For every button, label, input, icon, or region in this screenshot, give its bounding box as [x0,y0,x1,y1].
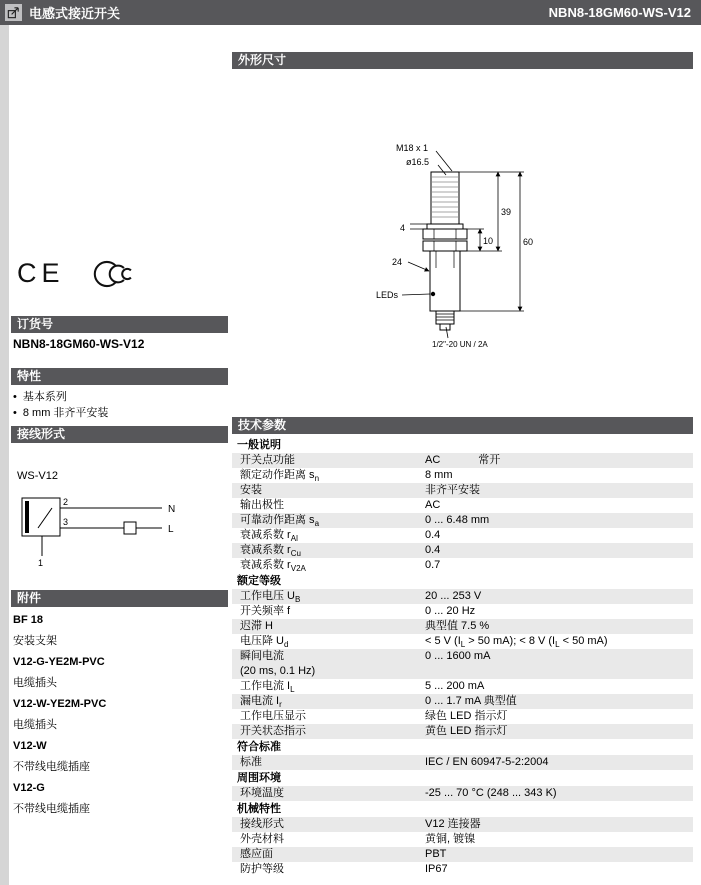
spec-label: 电压降 $U_d$ [240,635,289,650]
terminal-1-label: 1 [38,558,44,568]
connection-section-header: 接线形式 [11,426,228,443]
spec-label: 工作电压 $U_B$ [240,590,301,605]
tech-section-header: 技术参数 [232,417,693,434]
dim-10-label: 10 [483,236,494,246]
spec-label: 衰减系数 $r_{Cu}$ [240,544,301,559]
order-section-header: 订货号 [11,316,228,333]
spec-section-title: 一般说明 [237,439,281,451]
leds-label: LEDs [376,290,399,300]
spec-label: 安装 [240,484,262,496]
spec-row [232,649,693,679]
spec-label: 外壳材料 [240,833,284,845]
spec-value: < 5 V ($I_L > 50$ mA); < 8 V ($I_L < 50$ mA) [425,635,608,650]
spec-value: IEC / EN 60947-5-2:2004 [425,756,549,768]
spec-value: AC [425,499,441,511]
ccc-mark [92,256,144,292]
spec-row [232,724,693,739]
neutral-label: N [168,504,176,515]
dim-diameter-label: ø16.5 [406,157,430,167]
spec-value: IP67 [425,863,448,875]
spec-label: 接线形式 [240,818,284,830]
line-label: L [168,524,174,535]
spec-row [232,817,693,832]
features-list [13,389,108,421]
bullet-icon [13,391,23,403]
features-section-header: 特性 [11,368,228,385]
dimensions-section-header: 外形尺寸 [232,52,693,69]
spec-value: 0 ... 20 Hz [425,605,476,617]
spec-row [232,679,693,694]
spec-row [232,709,693,724]
spec-value: PBT [425,848,447,860]
spec-label: 瞬间电流 (20 ms, 0.1 Hz) [240,650,316,677]
spec-row [232,589,693,604]
accessory-description: 安装支架 [13,635,57,647]
spec-row [232,453,693,468]
spec-row [232,694,693,709]
dim-4-label: 4 [400,223,406,233]
dim-thread-label: M18 x 1 [396,143,429,153]
spec-label: 衰减系数 $r_{Al}$ [240,529,298,544]
spec-row [232,862,693,877]
spec-value: 0 ... 1600 mA [425,650,491,662]
accessory-name: V12-G-YE2M-PVC [13,656,105,668]
left-edge-strip [0,25,9,885]
spec-row [232,558,693,573]
spec-value: AC 常开 [425,454,501,466]
spec-value: 0.4 [425,544,441,556]
dim-24-label: 24 [392,257,403,267]
spec-row [232,847,693,862]
order-number: NBN8-18GM60-WS-V12 [13,337,145,351]
spec-label: 工作电压显示 [240,710,306,722]
accessory-description: 不带线电缆插座 [13,761,90,773]
spec-label: 可靠动作距离 $s_a$ [240,514,320,529]
terminal-2-label: 2 [63,497,69,507]
spec-section-title: 机械特性 [237,803,281,815]
spec-label: 开关点功能 [240,454,295,466]
spec-value: 0 ... 1.7 mA 典型值 [425,695,517,707]
tech-table [232,437,693,877]
spec-label: 工作电流 $I_L$ [240,680,295,695]
spec-row [232,543,693,558]
spec-value: 8 mm [425,469,453,481]
accessories-list [13,610,223,820]
spec-label: 环境温度 [240,787,284,799]
spec-label: 额定动作距离 $s_n$ [240,469,320,484]
spec-label: 防护等级 [240,863,284,875]
spec-row [232,498,693,513]
product-model: NBN8-18GM60-WS-V12 [548,5,691,20]
spec-label: 漏电流 $I_r$ [240,695,282,710]
spec-value: 非齐平安装 [425,484,480,496]
spec-value: 黄色 LED 指示灯 [425,725,508,737]
dimension-drawing [350,138,590,358]
wiring-diagram [14,484,204,584]
feature-item [13,389,108,405]
bullet-icon [13,407,23,419]
accessory-description: 电缆插头 [13,677,57,689]
spec-label: 迟滞 H [240,620,273,632]
spec-label: 衰减系数 $r_{V2A}$ [240,559,306,574]
spec-value: 黄铜, 镀镍 [425,833,476,845]
spec-value: 绿色 LED 指示灯 [425,710,508,722]
spec-row [232,755,693,770]
spec-row [232,832,693,847]
page-title: 电感式接近开关 [29,6,121,21]
spec-row [232,468,693,483]
spec-row [232,513,693,528]
inductive-sensor-icon [5,4,22,21]
spec-row [232,483,693,498]
spec-value-secondary: 常开 [478,454,501,466]
spec-label: 输出极性 [240,499,284,511]
dim-39-label: 39 [501,207,512,217]
feature-text: 基本系列 [22,391,67,403]
accessory-name: V12-G [13,782,45,794]
accessory-name: V12-W-YE2M-PVC [13,698,107,710]
spec-value: -25 ... 70 °C (248 ... 343 K) [425,787,557,799]
spec-value: 0.7 [425,559,441,571]
terminal-3-label: 3 [63,517,69,527]
ce-mark: CE [17,258,65,288]
spec-row [232,634,693,649]
spec-section-title: 周围环境 [237,772,281,784]
spec-value: 5 ... 200 mA [425,680,485,692]
spec-label: 开关状态指示 [240,725,306,737]
accessories-section-header: 附件 [11,590,228,607]
feature-text: 8 mm 非齐平安装 [22,407,109,419]
spec-label: 标准 [240,756,262,768]
accessory-name: BF 18 [13,614,43,626]
accessory-description: 不带线电缆插座 [13,803,90,815]
spec-value: 典型值 7.5 % [425,620,490,632]
spec-label: 开关频率 f [240,605,291,617]
wiring-diagram-label: WS-V12 [17,470,58,482]
spec-value: 0 ... 6.48 mm [425,514,490,526]
spec-value: 0.4 [425,529,441,541]
spec-section-title: 额定等级 [237,575,281,587]
spec-value: 20 ... 253 V [425,590,482,602]
spec-value: V12 连接器 [425,818,481,830]
spec-row [232,619,693,634]
connector-thread-label: 1/2"-20 UN / 2A [432,340,488,349]
spec-section-title: 符合标准 [237,741,281,753]
spec-label: 感应面 [240,848,273,860]
spec-row [232,786,693,801]
spec-row [232,528,693,543]
spec-row [232,604,693,619]
accessory-description: 电缆插头 [13,719,57,731]
dim-60-label: 60 [523,237,534,247]
accessory-name: V12-W [13,740,47,752]
feature-item [13,405,108,421]
header-bar [0,0,701,25]
